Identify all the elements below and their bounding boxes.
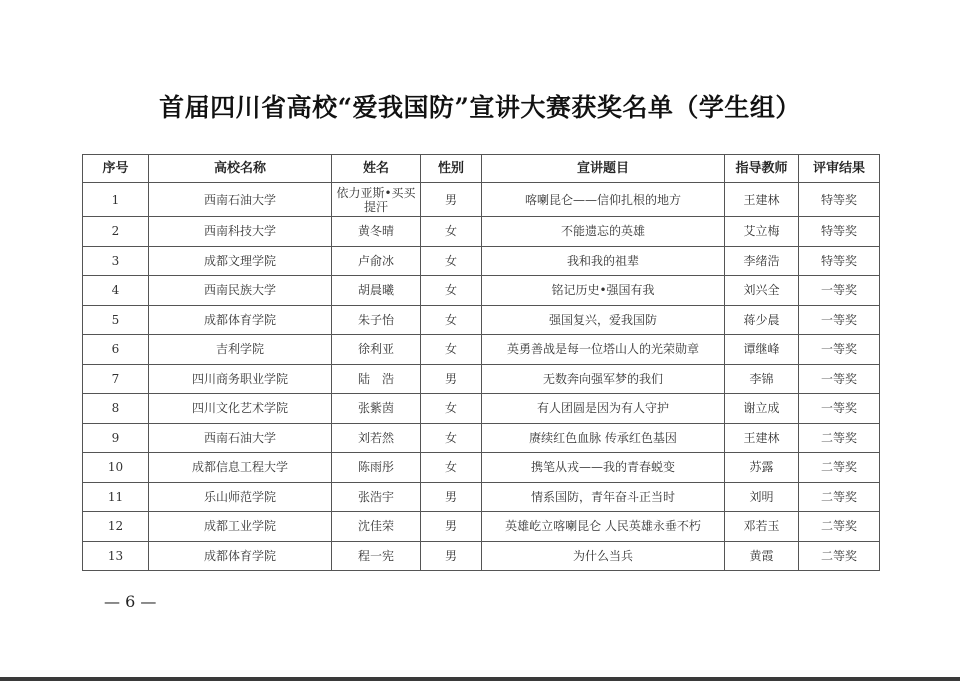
cell-name: 程一宪	[332, 541, 421, 571]
cell-result: 一等奖	[799, 364, 880, 394]
page-bottom-border	[0, 677, 960, 681]
cell-gender: 男	[421, 541, 482, 571]
cell-result: 二等奖	[799, 453, 880, 483]
cell-name: 沈佳荣	[332, 512, 421, 542]
cell-advisor: 艾立梅	[725, 217, 799, 247]
cell-topic: 有人团圆是因为有人守护	[482, 394, 725, 424]
cell-topic: 无数奔向强军梦的我们	[482, 364, 725, 394]
table-row	[83, 512, 880, 542]
cell-advisor: 邓若玉	[725, 512, 799, 542]
cell-advisor: 刘兴全	[725, 276, 799, 306]
cell-index: 6	[83, 335, 149, 365]
cell-advisor: 苏露	[725, 453, 799, 483]
cell-gender: 女	[421, 276, 482, 306]
cell-advisor: 李绪浩	[725, 246, 799, 276]
cell-gender: 女	[421, 217, 482, 247]
header-topic: 宣讲题目	[482, 155, 725, 183]
cell-gender: 女	[421, 394, 482, 424]
cell-result: 二等奖	[799, 423, 880, 453]
cell-school: 成都工业学院	[149, 512, 332, 542]
table-row	[83, 394, 880, 424]
table-row	[83, 183, 880, 217]
table-row	[83, 482, 880, 512]
cell-advisor: 黄霞	[725, 541, 799, 571]
page-number: — 6 —	[104, 592, 157, 611]
header-school: 高校名称	[149, 155, 332, 183]
cell-gender: 女	[421, 335, 482, 365]
cell-school: 四川商务职业学院	[149, 364, 332, 394]
table-header-row	[83, 155, 880, 183]
cell-advisor: 王建林	[725, 423, 799, 453]
table-row	[83, 276, 880, 306]
cell-gender: 男	[421, 364, 482, 394]
cell-index: 9	[83, 423, 149, 453]
cell-result: 一等奖	[799, 276, 880, 306]
cell-name: 徐利亚	[332, 335, 421, 365]
cell-topic: 赓续红色血脉 传承红色基因	[482, 423, 725, 453]
header-gender: 性别	[421, 155, 482, 183]
cell-school: 成都体育学院	[149, 305, 332, 335]
cell-result: 特等奖	[799, 183, 880, 217]
cell-result: 一等奖	[799, 305, 880, 335]
cell-topic: 我和我的祖辈	[482, 246, 725, 276]
cell-advisor: 蒋少晨	[725, 305, 799, 335]
cell-school: 成都体育学院	[149, 541, 332, 571]
cell-gender: 男	[421, 482, 482, 512]
cell-gender: 女	[421, 305, 482, 335]
cell-result: 二等奖	[799, 541, 880, 571]
cell-advisor: 刘明	[725, 482, 799, 512]
cell-gender: 男	[421, 512, 482, 542]
table-row	[83, 453, 880, 483]
cell-gender: 女	[421, 423, 482, 453]
cell-topic: 英雄屹立喀喇昆仑 人民英雄永垂不朽	[482, 512, 725, 542]
document-title: 首届四川省高校“爱我国防”宣讲大赛获奖名单（学生组）	[159, 93, 801, 122]
table-row	[83, 541, 880, 571]
cell-topic: 喀喇昆仑——信仰扎根的地方	[482, 183, 725, 217]
cell-index: 8	[83, 394, 149, 424]
cell-index: 4	[83, 276, 149, 306]
cell-result: 特等奖	[799, 217, 880, 247]
table-row	[83, 305, 880, 335]
cell-name: 陆 浩	[332, 364, 421, 394]
cell-index: 3	[83, 246, 149, 276]
table-row	[83, 335, 880, 365]
table-row	[83, 217, 880, 247]
cell-name: 卢俞冰	[332, 246, 421, 276]
awards-table	[82, 154, 880, 571]
cell-index: 12	[83, 512, 149, 542]
cell-index: 11	[83, 482, 149, 512]
cell-school: 乐山师范学院	[149, 482, 332, 512]
cell-school: 成都信息工程大学	[149, 453, 332, 483]
table-row	[83, 423, 880, 453]
cell-result: 二等奖	[799, 482, 880, 512]
cell-topic: 强国复兴，爱我国防	[482, 305, 725, 335]
cell-index: 10	[83, 453, 149, 483]
cell-advisor: 李锦	[725, 364, 799, 394]
cell-topic: 情系国防，青年奋斗正当时	[482, 482, 725, 512]
cell-school: 西南石油大学	[149, 423, 332, 453]
cell-topic: 为什么当兵	[482, 541, 725, 571]
cell-name: 刘若然	[332, 423, 421, 453]
header-index: 序号	[83, 155, 149, 183]
cell-topic: 携笔从戎——我的青春蜕变	[482, 453, 725, 483]
cell-advisor: 谢立成	[725, 394, 799, 424]
cell-name: 胡晨曦	[332, 276, 421, 306]
cell-topic: 英勇善战是每一位塔山人的光荣勋章	[482, 335, 725, 365]
cell-school: 吉利学院	[149, 335, 332, 365]
cell-index: 7	[83, 364, 149, 394]
table-row	[83, 246, 880, 276]
cell-topic: 不能遗忘的英雄	[482, 217, 725, 247]
cell-name: 张浩宇	[332, 482, 421, 512]
cell-result: 二等奖	[799, 512, 880, 542]
cell-result: 一等奖	[799, 335, 880, 365]
cell-gender: 女	[421, 246, 482, 276]
cell-gender: 男	[421, 183, 482, 217]
cell-gender: 女	[421, 453, 482, 483]
cell-school: 四川文化艺术学院	[149, 394, 332, 424]
cell-school: 成都文理学院	[149, 246, 332, 276]
cell-index: 2	[83, 217, 149, 247]
cell-name: 陈雨彤	[332, 453, 421, 483]
cell-school: 西南民族大学	[149, 276, 332, 306]
cell-name: 依力亚斯•买买提汗	[332, 183, 421, 217]
cell-index: 13	[83, 541, 149, 571]
cell-index: 5	[83, 305, 149, 335]
cell-advisor: 谭继峰	[725, 335, 799, 365]
header-result: 评审结果	[799, 155, 880, 183]
cell-result: 特等奖	[799, 246, 880, 276]
cell-school: 西南科技大学	[149, 217, 332, 247]
header-advisor: 指导教师	[725, 155, 799, 183]
cell-name: 张紫茵	[332, 394, 421, 424]
cell-result: 一等奖	[799, 394, 880, 424]
cell-advisor: 王建林	[725, 183, 799, 217]
cell-index: 1	[83, 183, 149, 217]
cell-name: 朱子怡	[332, 305, 421, 335]
header-name: 姓名	[332, 155, 421, 183]
table-row	[83, 364, 880, 394]
cell-name: 黄冬晴	[332, 217, 421, 247]
cell-school: 西南石油大学	[149, 183, 332, 217]
cell-topic: 铭记历史•强国有我	[482, 276, 725, 306]
